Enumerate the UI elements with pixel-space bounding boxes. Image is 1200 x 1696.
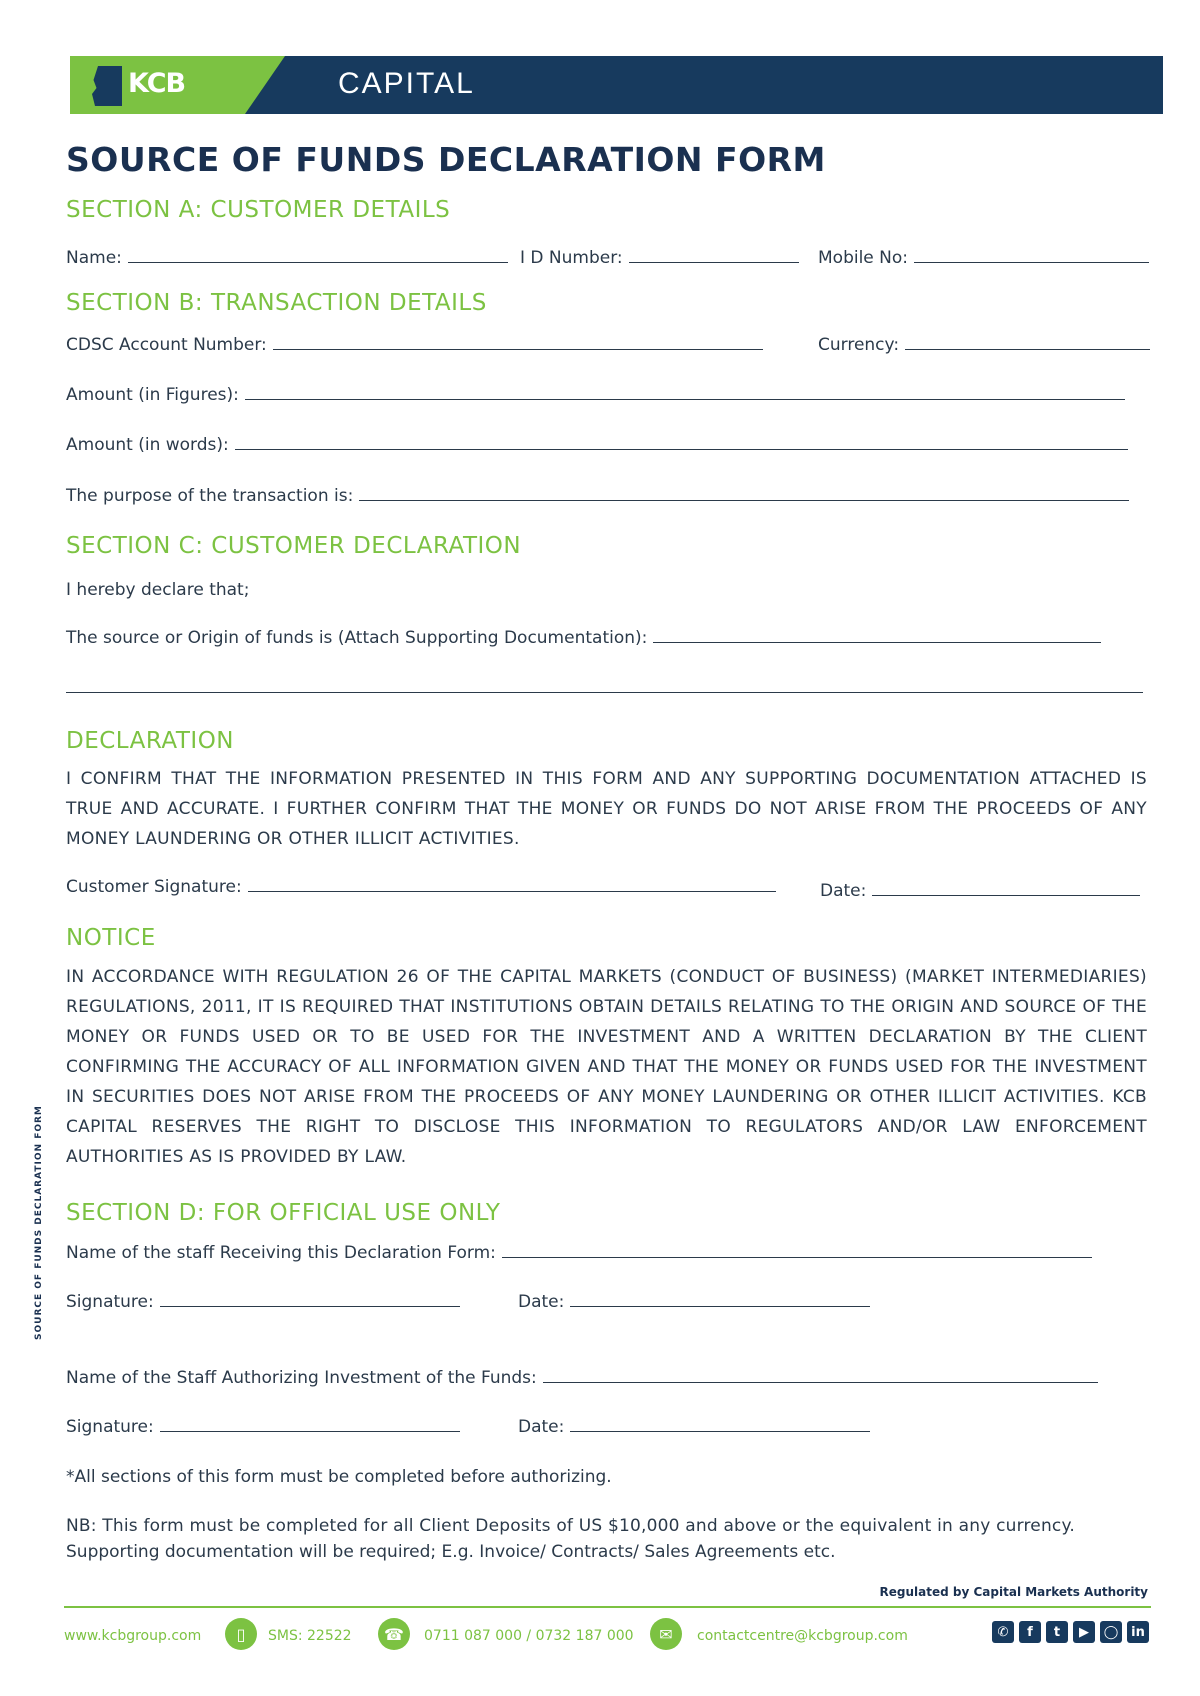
website-link[interactable]: www.kcbgroup.com xyxy=(64,1628,202,1644)
customer-date-row xyxy=(820,881,1140,901)
source-field-continuation[interactable] xyxy=(66,692,1143,693)
cdsc-field[interactable] xyxy=(273,337,763,350)
receiving-signature-field[interactable] xyxy=(160,1294,460,1307)
nb-note-line-1: NB: This form must be completed for all Client Deposits of US $10,000 and above or the equivalent in any currency. xyxy=(66,1516,1075,1536)
telephone-icon: ☎ xyxy=(378,1618,410,1650)
purpose-field[interactable] xyxy=(359,488,1129,501)
amount-figures-row xyxy=(66,385,1125,405)
amount-words-field[interactable] xyxy=(235,437,1128,450)
linkedin-icon[interactable]: in xyxy=(1127,1621,1149,1643)
email-icon: ✉ xyxy=(650,1618,682,1650)
receiving-staff-field[interactable] xyxy=(502,1245,1092,1258)
receiving-date-field[interactable] xyxy=(570,1294,870,1307)
receiving-date-row xyxy=(518,1292,870,1312)
email-link[interactable]: contactcentre@kcbgroup.com xyxy=(697,1628,908,1644)
authorizing-date-row xyxy=(518,1417,870,1437)
customer-signature-row xyxy=(66,877,776,897)
authorizing-signature-label: Signature: xyxy=(66,1417,154,1437)
authorizing-staff-row xyxy=(66,1368,1098,1388)
brand-green-wedge xyxy=(245,56,285,114)
form-title: SOURCE OF FUNDS DECLARATION FORM xyxy=(66,140,826,179)
authorizing-date-field[interactable] xyxy=(570,1419,870,1432)
amount-words-label: Amount (in words): xyxy=(66,435,229,455)
regulated-by-text: Regulated by Capital Markets Authority xyxy=(879,1585,1148,1599)
purpose-row xyxy=(66,486,1129,506)
receiving-staff-row xyxy=(66,1243,1092,1263)
id-number-field[interactable] xyxy=(629,250,799,263)
id-number-label: I D Number: xyxy=(520,248,623,268)
source-field[interactable] xyxy=(653,630,1101,643)
header-banner xyxy=(70,56,1163,114)
source-label: The source or Origin of funds is (Attach Supporting Documentation): xyxy=(66,628,648,648)
mobile-phone-icon: ▯ xyxy=(225,1618,257,1650)
instagram-icon[interactable]: ◯ xyxy=(1100,1621,1122,1643)
amount-words-row xyxy=(66,435,1128,455)
authorizing-signature-row xyxy=(66,1417,460,1437)
name-row xyxy=(66,248,508,268)
section-b-heading: SECTION B: TRANSACTION DETAILS xyxy=(66,290,487,316)
cdsc-row xyxy=(66,335,763,355)
id-row xyxy=(520,248,799,268)
facebook-icon[interactable]: f xyxy=(1019,1621,1041,1643)
footer-divider xyxy=(64,1606,1151,1608)
all-sections-note: *All sections of this form must be completed before authorizing. xyxy=(66,1467,612,1487)
name-field[interactable] xyxy=(128,250,508,263)
authorizing-staff-field[interactable] xyxy=(543,1370,1098,1383)
receiving-signature-label: Signature: xyxy=(66,1292,154,1312)
amount-figures-label: Amount (in Figures): xyxy=(66,385,239,405)
customer-signature-field[interactable] xyxy=(248,879,776,892)
whatsapp-icon[interactable]: ✆ xyxy=(992,1621,1014,1643)
section-c-heading: SECTION C: CUSTOMER DECLARATION xyxy=(66,533,522,559)
nb-note-line-2: Supporting documentation will be required; E.g. Invoice/ Contracts/ Sales Agreements etc. xyxy=(66,1542,836,1562)
youtube-icon[interactable]: ▶ xyxy=(1073,1621,1095,1643)
receiving-date-label: Date: xyxy=(518,1292,565,1312)
brand-capital-text: CAPITAL xyxy=(338,67,475,100)
cdsc-label: CDSC Account Number: xyxy=(66,335,267,355)
mobile-field[interactable] xyxy=(914,250,1149,263)
receiving-staff-label: Name of the staff Receiving this Declaration Form: xyxy=(66,1243,496,1263)
currency-label: Currency: xyxy=(818,335,900,355)
customer-date-label: Date: xyxy=(820,881,867,901)
twitter-icon[interactable]: t xyxy=(1046,1621,1068,1643)
section-a-heading: SECTION A: CUSTOMER DETAILS xyxy=(66,197,451,223)
sms-text: SMS: 22522 xyxy=(268,1628,352,1644)
mobile-label: Mobile No: xyxy=(818,248,909,268)
notice-heading: NOTICE xyxy=(66,925,156,951)
kcb-logo-icon xyxy=(92,66,122,106)
declare-intro: I hereby declare that; xyxy=(66,580,250,600)
authorizing-signature-field[interactable] xyxy=(160,1419,460,1432)
receiving-signature-row xyxy=(66,1292,460,1312)
name-label: Name: xyxy=(66,248,122,268)
section-d-heading: SECTION D: FOR OFFICIAL USE ONLY xyxy=(66,1200,501,1226)
currency-row xyxy=(818,335,1150,355)
declaration-heading: DECLARATION xyxy=(66,728,235,754)
amount-figures-field[interactable] xyxy=(245,387,1125,400)
authorizing-date-label: Date: xyxy=(518,1417,565,1437)
declaration-text: I CONFIRM THAT THE INFORMATION PRESENTED IN THIS FORM AND ANY SUPPORTING DOCUMENTATION ATTACHED IS TRUE AND ACCURATE. I FURTHER CONFIRM THAT THE MONEY OR FUNDS DO NOT ARISE FROM THE PROCEEDS OF ANY MONEY LAUNDERING OR OTHER ILLICIT ACTIVITIES. xyxy=(66,769,1147,849)
kcb-logo-text: KCB xyxy=(128,68,186,99)
source-row xyxy=(66,628,1101,648)
currency-field[interactable] xyxy=(905,337,1150,350)
notice-text: IN ACCORDANCE WITH REGULATION 26 OF THE CAPITAL MARKETS (CONDUCT OF BUSINESS) (MARKET INTERMEDIARIES) REGULATIONS, 2011, IT IS REQUIRED THAT INSTITUTIONS OBTAIN DETAILS RELATING TO THE ORIGIN AND SOURCE OF THE MONEY OR FUNDS USED OR TO BE USED FOR THE INVESTMENT AND A WRITTEN DECLARATION BY THE CLIENT CONFIRMING THE ACCURACY OF ALL INFORMATION GIVEN AND THAT THE MONEY OR FUNDS USED FOR THE INVESTMENT IN SECURITIES DOES NOT ARISE FROM THE PROCEEDS OF ANY MONEY LAUNDERING OR OTHER ILLICIT ACTIVITIES. KCB CAPITAL RESERVES THE RIGHT TO DISCLOSE THIS INFORMATION TO REGULATORS AND/OR LAW ENFORCEMENT AUTHORITIES AS IS PROVIDED BY LAW. xyxy=(66,967,1147,1167)
mobile-row xyxy=(818,248,1149,268)
customer-signature-label: Customer Signature: xyxy=(66,877,242,897)
side-form-title: SOURCE OF FUNDS DECLARATION FORM xyxy=(34,1105,44,1340)
phone-numbers[interactable]: 0711 087 000 / 0732 187 000 xyxy=(424,1628,634,1644)
customer-date-field[interactable] xyxy=(872,883,1140,896)
authorizing-staff-label: Name of the Staff Authorizing Investment of the Funds: xyxy=(66,1368,537,1388)
purpose-label: The purpose of the transaction is: xyxy=(66,486,354,506)
